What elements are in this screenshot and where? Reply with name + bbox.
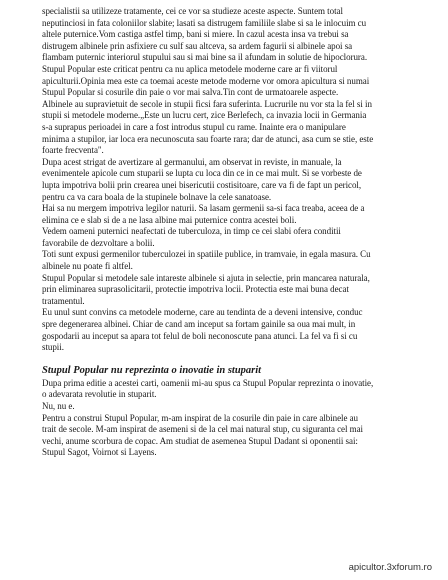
text-line: Dupa prima editie a acestei carti, oamenii mi-au spus ca Stupul Popular reprezinta o inovatie, <box>42 377 374 388</box>
text-line: Dupa acest strigat de avertizare al germanului, am observat in reviste, in manuale, la <box>42 156 342 167</box>
text-line: stupii si metodele moderne.„Este un lucru cert, zice Berlefech, ca invazia locii in Germania <box>42 110 367 121</box>
text-line: favorabile de dezvoltare a bolii. <box>42 237 155 248</box>
text-line: Eu unul sunt convins ca metodele moderne, care au tendinta de a deveni intensive, conduc <box>42 307 363 318</box>
text-line: gospodarii au inceput sa apara tot felul de boli neconoscute pana atunci. La fel va fi si cu <box>42 330 358 341</box>
text-line: tratamentul. <box>42 295 85 306</box>
text-line: Vedem oameni puternici neafectati de tuberculoza, in timp ce cei slabi ofera conditii <box>42 226 341 237</box>
text-line: evenimentele apicole cum stuparii se lupta cu loca din ce in ce mai mult. Si se vorbeste de <box>42 168 362 179</box>
text-line: Stupul Popular si cosurile din paie o vor mai salva.Tin cont de urmatoarele aspecte. <box>42 87 339 98</box>
text-line: prin eliminarea suprasolicitarii, protectie impotriva locii. Protectia este mai buna decat <box>42 284 349 295</box>
text-line: apiculturii.Opinia mea este ca toemai aceste metode moderne vor omora apicultura si numai <box>42 75 370 86</box>
text-line: o adevarata revolutie in stuparit. <box>42 389 157 400</box>
text-line: vechi, anume scorbura de copac. Am studiat de asemenea Stupul Dadant si oponentii sai: <box>42 435 358 446</box>
text-line: neputinciosi in fata coloniilor slabite; lasati sa distrugem familiile slabe si sa le inlocuim cu <box>42 17 367 28</box>
text-line: foarte frecventa". <box>42 145 104 156</box>
text-line: s-a suprapus perioadei in care a fost introdus stupul cu rame. Inainte era o manipulare <box>42 121 346 132</box>
text-line: Hai sa nu mergem impotriva legilor naturii. Sa lasam germenii sa-si faca treaba, aceea de a <box>42 203 365 214</box>
body-text-block-1 <box>42 6 434 354</box>
text-line: Stupul Popular si metodele sale intareste albinele si ajuta in selectie, prin mancarea naturala, <box>42 272 370 283</box>
section-heading: Stupul Popular nu reprezinta o inovatie in stuparit <box>42 364 262 376</box>
site-watermark-link[interactable]: apicultor.3xforum.ro <box>348 562 432 573</box>
text-line: Toti sunt expusi germenilor tuberculozei in spatiile publice, in tramvaie, in egala masura. Cu <box>42 249 371 260</box>
text-line: specialistii sa utilizeze tratamente, cei ce vor sa studieze aceste aspecte. Suntem total <box>42 6 343 16</box>
body-text-block-2 <box>42 378 434 459</box>
text-line: pentru ca va cara boala de la stupinele bolnave la cele sanatoase. <box>42 191 272 202</box>
text-line: Stupul Sagot, Voirnot si Layens. <box>42 447 157 458</box>
text-line: albinele nu poate fi altfel. <box>42 261 133 272</box>
text-line: flambam puternic interiorul stupului sau si mai bine sa il afundam in solutie de hipoclorura. <box>42 52 368 63</box>
text-line: trait de secole. M-am inspirat de asemeni si de la cel mai natural stup, cu siguranta cel mai <box>42 424 363 435</box>
text-line: spre degenerarea albinei. Chiar de cand am inceput sa fortam gainile sa oua mai mult, in <box>42 319 356 330</box>
text-line: elimina ce e slab si de a ne lasa albine mai puternice contra acestei boli. <box>42 214 297 225</box>
text-line: Stupul Popular este criticat pentru ca nu aplica metodele moderne care ar fi viitorul <box>42 63 338 74</box>
text-line: altele puternice.Vom castiga astfel timp, bani si miere. In cazul acesta insa va trebui sa <box>42 29 349 40</box>
text-line: lupta impotriva bolii prin crearea unei bisericutii costisitoare, care va fi de fapt un pericol, <box>42 179 362 190</box>
text-line: Albinele au supravietuit de secole in stupii ficsi fara suferinta. Lucrurile nu vor sta la fel si in <box>42 98 372 109</box>
document-page <box>42 6 434 459</box>
text-line: distrugem albinele prin asfixiere cu sulf sau altceva, sa ardem fagurii si albinele apoi sa <box>42 40 353 51</box>
text-line: stupii. <box>42 342 64 353</box>
text-line: Pentru a construi Stupul Popular, m-am inspirat de la cosurile din paie in care albinele au <box>42 412 359 423</box>
text-line: minima a stupilor, iar loca era necunoscuta sau foarte rara; dar de atunci, asa cum se stie, este <box>42 133 374 144</box>
text-line: Nu, nu e. <box>42 401 75 411</box>
